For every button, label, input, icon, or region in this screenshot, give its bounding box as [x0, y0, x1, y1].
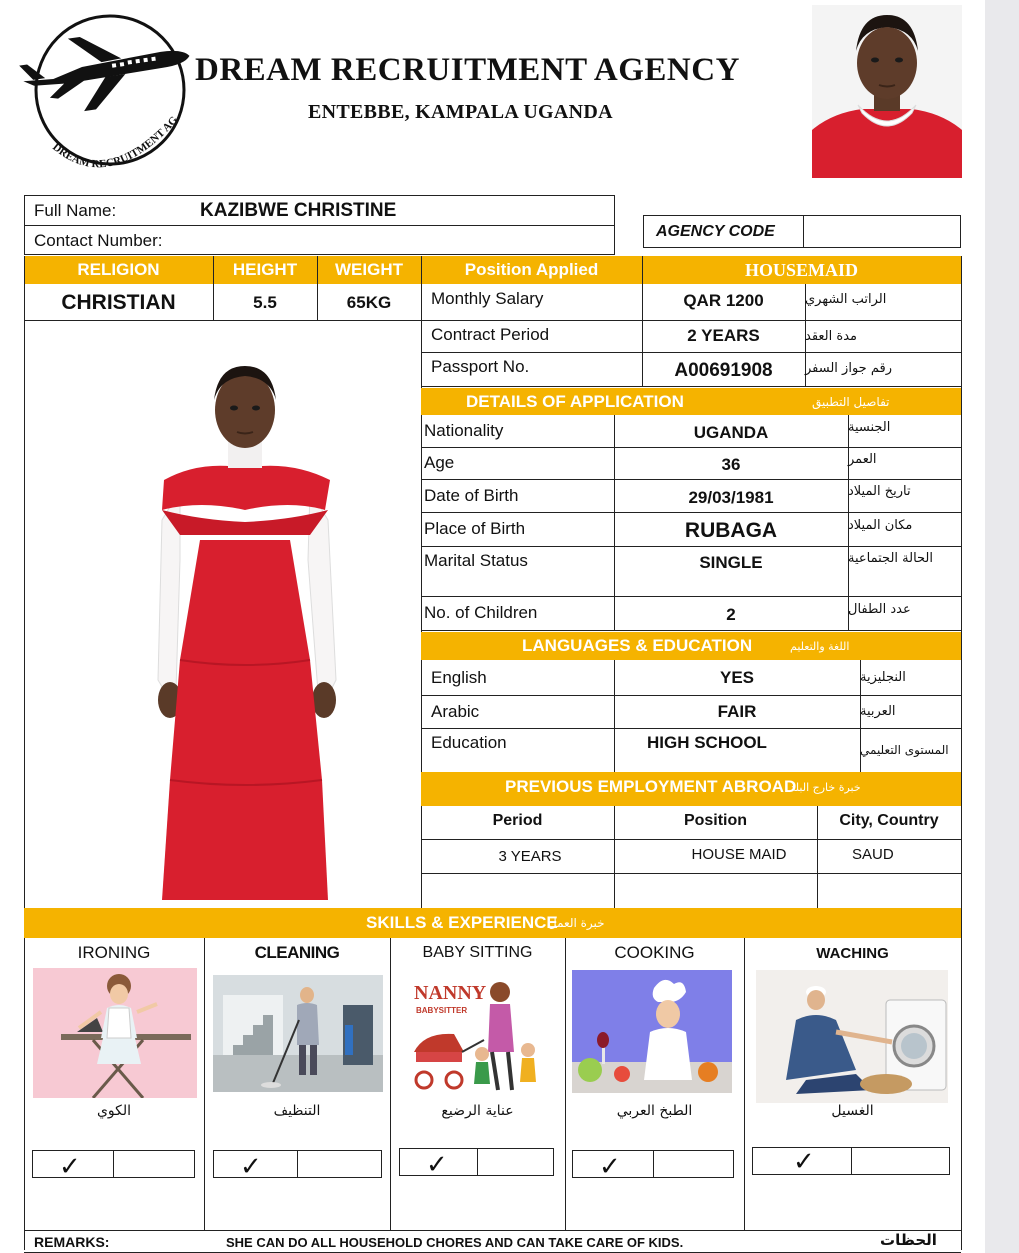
skills-title: SKILLS & EXPERIENCE [366, 913, 558, 932]
employment-row-position: HOUSE MAID [691, 845, 787, 863]
passport-label: Passport No. [431, 357, 530, 376]
language-row-arabic: العربية [860, 704, 896, 719]
language-row-label: English [431, 667, 487, 687]
employment-row-period: 3 YEARS [498, 847, 562, 865]
details-title: DETAILS OF APPLICATION [466, 391, 684, 411]
details-row-label: Date of Birth [424, 485, 519, 505]
details-row-arabic: الجنسية [848, 419, 891, 435]
skill-washing-title: WACHING [816, 944, 889, 962]
languages-title-arabic: اللغة والتعليم [790, 639, 850, 653]
details-row-label: No. of Children [424, 603, 538, 622]
skill-ironing-checkbox[interactable] [32, 1150, 195, 1181]
language-row-label: Education [431, 733, 507, 752]
check-mark-icon: ✓ [426, 1149, 448, 1179]
monthly-salary-value: QAR 1200 [683, 291, 764, 310]
full-name-label: Full Name: [34, 201, 117, 220]
skill-cooking-image [572, 970, 732, 1093]
remarks-text: SHE CAN DO ALL HOUSEHOLD CHORES AND CAN TAKE CARE OF KIDS. [226, 1234, 684, 1250]
nanny-logo-text: NANNY [414, 982, 487, 1004]
check-mark-icon: ✓ [240, 1151, 262, 1181]
skill-babysitting-image [404, 972, 554, 1102]
language-row-value: FAIR [717, 701, 757, 721]
skill-cleaning-title: CLEANING [254, 943, 340, 962]
details-row-label: Age [424, 453, 455, 472]
skill-cooking-arabic: الطبخ العربي [616, 1103, 693, 1119]
languages-title: LANGUAGES & EDUCATION [522, 636, 753, 655]
details-row-label: Nationality [424, 421, 504, 440]
skill-cooking-title: COOKING [614, 943, 695, 962]
language-row-arabic: المستوى التعليمي [860, 743, 949, 757]
agency-logo [12, 8, 192, 183]
details-row-value: 36 [721, 455, 741, 474]
details-row-value: SINGLE [699, 553, 763, 572]
monthly-salary-label: Monthly Salary [431, 289, 544, 308]
details-row-value: RUBAGA [684, 519, 778, 542]
check-mark-icon: ✓ [599, 1151, 621, 1181]
skill-cooking-checkbox[interactable] [572, 1150, 734, 1181]
skill-babysitting-title: BABY SITTING [422, 944, 533, 961]
skill-cleaning-arabic: التنظيف [273, 1103, 321, 1119]
details-row-arabic: العمر [848, 451, 877, 467]
skill-ironing-title: IRONING [77, 943, 151, 962]
employment-title-arabic: خبرة خارج البلد [790, 780, 861, 794]
agency-code-label: AGENCY CODE [656, 222, 775, 240]
skills-title-arabic: خبرة العمل [548, 916, 605, 930]
logo-arc-text: DREAM RECRUITMENT AG [50, 114, 181, 171]
skill-babysitting-arabic: عناية الرضيع [441, 1103, 514, 1119]
details-row-arabic: عدد الطفال [848, 601, 911, 617]
employment-title: PREVIOUS EMPLOYMENT ABROAD [505, 777, 797, 796]
page-margin-strip [985, 0, 1019, 1253]
remarks-arabic: الحظات [880, 1231, 937, 1249]
language-row-value: HIGH SCHOOL [647, 733, 767, 752]
height-header: HEIGHT [232, 260, 298, 279]
applicant-full-photo [140, 360, 350, 905]
skill-babysitting-checkbox[interactable] [399, 1148, 554, 1179]
employment-header-city: City, Country [839, 812, 939, 829]
height-value: 5.5 [253, 293, 277, 312]
position-applied-value: HOUSEMAID [744, 259, 858, 280]
details-row-arabic: مكان الميلاد [848, 517, 913, 533]
agency-name: DREAM RECRUITMENT AGENCY [195, 52, 740, 88]
check-mark-icon: ✓ [793, 1146, 815, 1176]
skill-washing-image [756, 970, 948, 1103]
position-applied-header: Position Applied [464, 260, 599, 279]
religion-header: RELIGION [77, 260, 160, 279]
monthly-salary-arabic: الراتب الشهري [805, 291, 887, 307]
weight-value: 65KG [346, 293, 392, 312]
full-name-value: KAZIBWE CHRISTINE [200, 200, 397, 221]
details-row-value: 29/03/1981 [688, 487, 774, 507]
details-row-value: 2 [726, 605, 736, 624]
details-row-label: Place of Birth [424, 519, 526, 538]
employment-row-city: SAUD [852, 845, 894, 863]
contract-period-value: 2 YEARS [687, 326, 760, 345]
nanny-logo-subtext: BABYSITTER [416, 1006, 468, 1015]
details-row-value: UGANDA [693, 423, 769, 442]
skill-washing-checkbox[interactable] [752, 1147, 950, 1175]
contact-number-label: Contact Number: [34, 231, 163, 250]
skill-cleaning-checkbox[interactable] [213, 1150, 382, 1181]
details-title-arabic: تفاصيل التطبيق [812, 394, 890, 409]
details-row-arabic: تاريخ الميلاد [848, 484, 911, 499]
agency-location: ENTEBBE, KAMPALA UGANDA [308, 101, 613, 123]
remarks-label: REMARKS: [34, 1234, 110, 1250]
employment-header-period: Period [492, 812, 543, 829]
language-row-label: Arabic [431, 701, 480, 721]
check-mark-icon: ✓ [59, 1151, 81, 1181]
skill-cleaning-image [213, 975, 383, 1092]
religion-value: CHRISTIAN [61, 291, 176, 314]
employment-header-position: Position [683, 812, 748, 829]
contract-period-label: Contract Period [431, 325, 550, 344]
passport-arabic: رقم جواز السفر [805, 360, 892, 376]
details-row-arabic: الحالة الجتماعية [848, 550, 934, 566]
details-row-label: Marital Status [424, 551, 528, 570]
skill-ironing-arabic: الكوي [96, 1103, 132, 1119]
language-row-value: YES [719, 667, 755, 687]
weight-header: WEIGHT [335, 260, 403, 279]
contract-period-arabic: مدة العقد [805, 328, 857, 344]
skill-washing-arabic: الغسيل [831, 1103, 874, 1119]
applicant-headshot [812, 5, 962, 178]
skill-ironing-image [33, 968, 197, 1098]
language-row-arabic: النجليزية [860, 670, 906, 685]
passport-value: A00691908 [674, 360, 773, 381]
